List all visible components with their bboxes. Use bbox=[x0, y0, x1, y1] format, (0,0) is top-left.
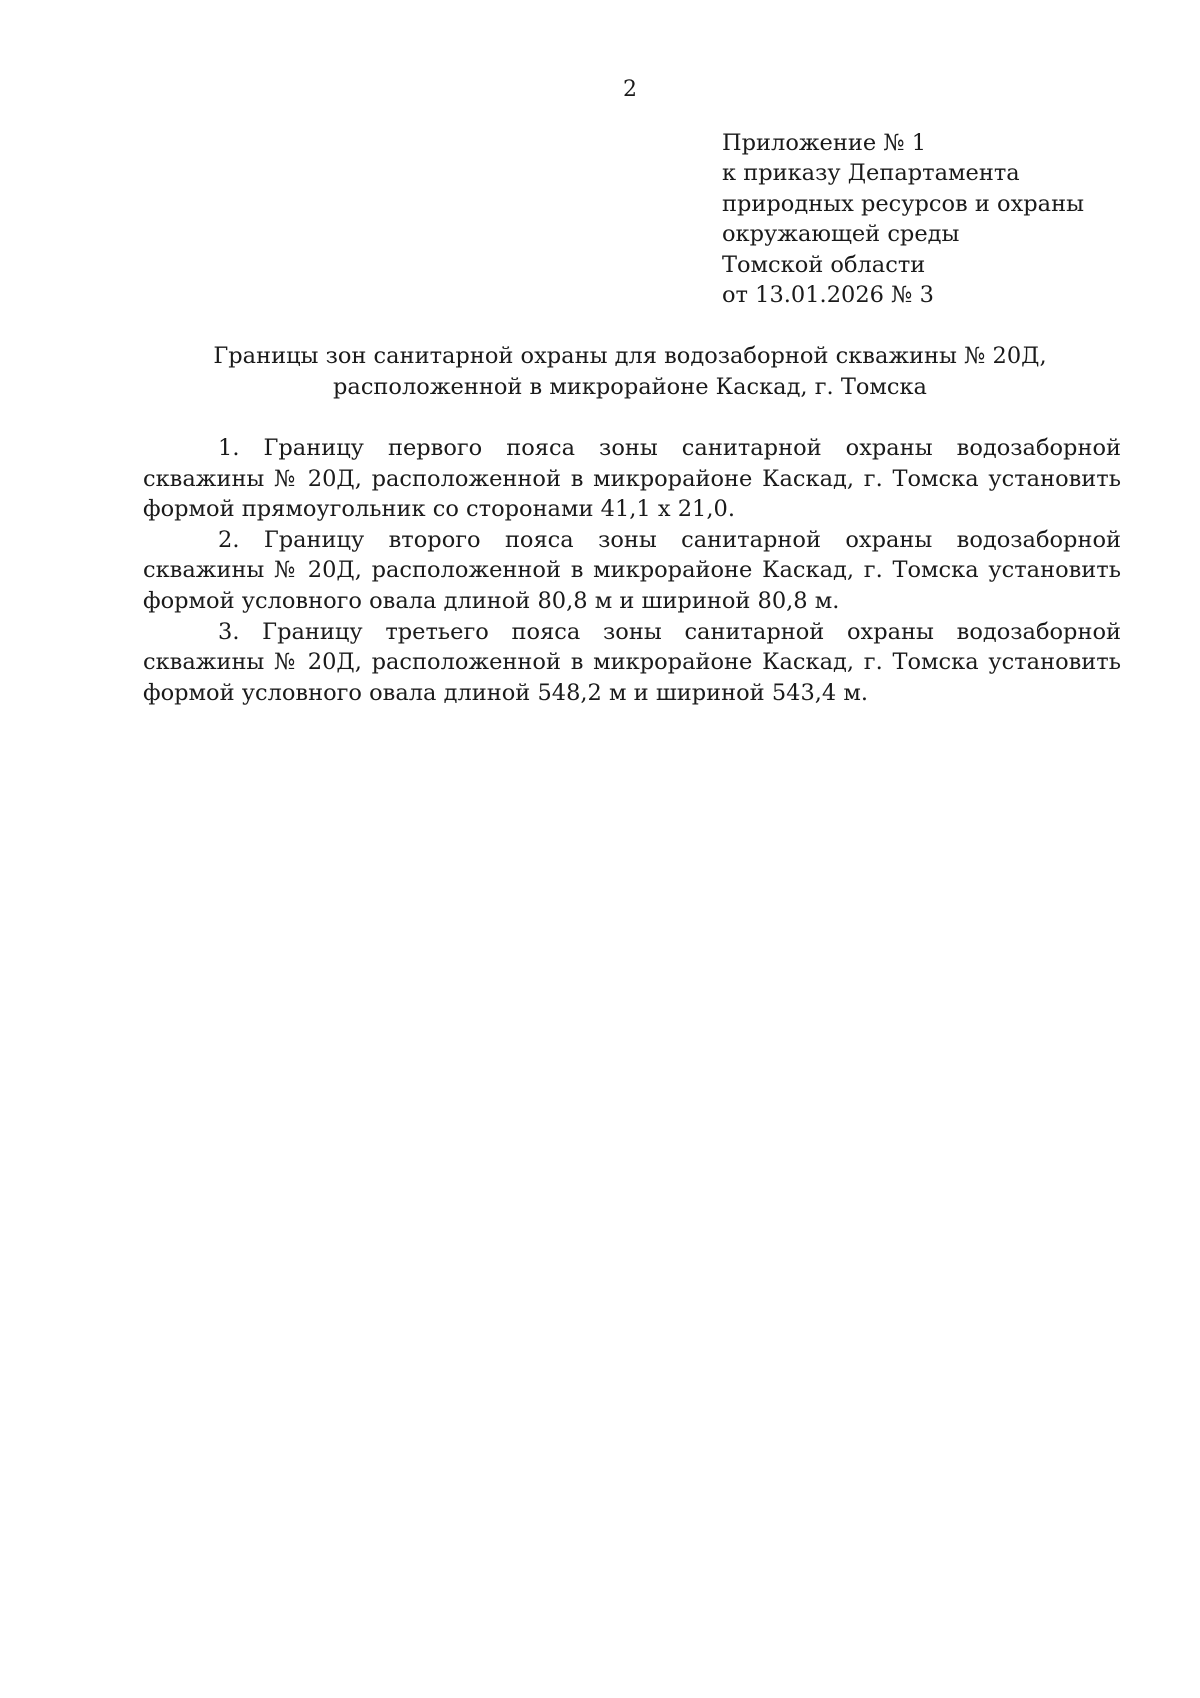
paragraph-2: 2. Границу второго пояса зоны санитарной охраны водозаборной скважины № 20Д, расположенной в микрорайоне Каскад, г. Томска установить формой условного овала длиной 80,8 м и шириной 80,8 м. bbox=[143, 526, 1121, 614]
page-number: 2 bbox=[623, 77, 637, 102]
document-body bbox=[143, 433, 1121, 708]
appendix-line: к приказу Департамента bbox=[722, 160, 1020, 187]
title-line-1: Границы зон санитарной охраны для водозаборной скважины № 20Д, bbox=[213, 343, 1047, 369]
appendix-block bbox=[722, 128, 1084, 310]
paragraph-1: 1. Границу первого пояса зоны санитарной охраны водозаборной скважины № 20Д, расположенной в микрорайоне Каскад, г. Томска установить формой прямоугольник со сторонами 41,1 х 21,0. bbox=[143, 435, 1121, 523]
appendix-line: Томской области bbox=[722, 251, 926, 278]
appendix-line: Приложение № 1 bbox=[722, 130, 927, 156]
appendix-line: природных ресурсов и охраны bbox=[722, 190, 1084, 217]
document-title bbox=[0, 341, 1200, 403]
paragraph-3: 3. Границу третьего пояса зоны санитарной охраны водозаборной скважины № 20Д, расположенной в микрорайоне Каскад, г. Томска установить формой условного овала длиной 548,2 м и шириной 543,4 м. bbox=[143, 618, 1121, 706]
appendix-line: от 13.01.2026 № 3 bbox=[722, 282, 934, 309]
title-line-2: расположенной в микрорайоне Каскад, г. Томска bbox=[333, 374, 927, 400]
appendix-line: окружающей среды bbox=[722, 221, 960, 248]
